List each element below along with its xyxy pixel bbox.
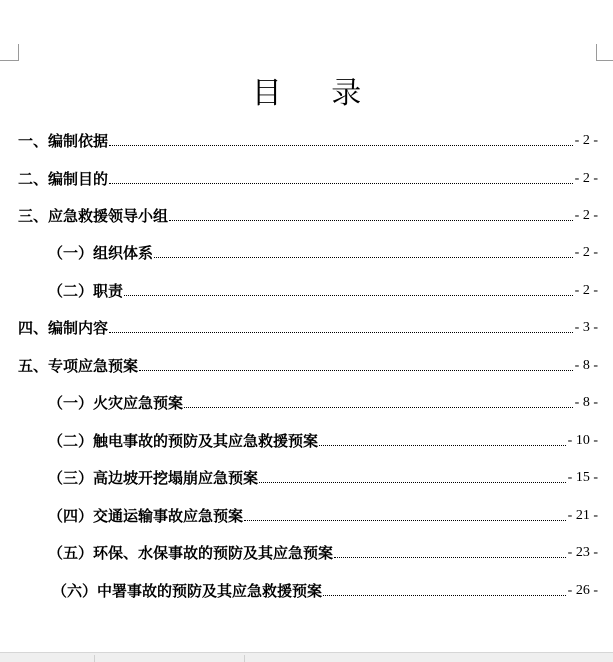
toc-page-number: - 21 - — [567, 508, 598, 523]
crop-mark-top-left — [0, 60, 18, 61]
toc-entry-10[interactable] — [48, 464, 598, 488]
toc-page-number: - 8 - — [574, 358, 598, 373]
toc-page-number: - 26 - — [567, 583, 598, 598]
toc-leader — [109, 144, 573, 146]
toc-entry-5[interactable] — [48, 277, 598, 301]
toc-entry-4[interactable] — [48, 239, 598, 263]
toc-entry-label: （一）火灾应急预案 — [48, 394, 184, 412]
toc-entry-12[interactable] — [48, 539, 598, 563]
crop-mark-top-right — [597, 60, 613, 61]
crop-mark-top-right-vertical — [596, 44, 597, 61]
toc-page-number: - 3 - — [574, 320, 598, 335]
toc-title: 目 录 — [251, 76, 382, 111]
toc-entry-3[interactable] — [18, 202, 598, 226]
toc-leader — [244, 519, 566, 521]
toc-leader — [259, 481, 566, 483]
toc-page-number: - 2 - — [574, 133, 598, 148]
toc-leader — [184, 406, 573, 408]
toc-entry-label: （三）高边坡开挖塌崩应急预案 — [48, 469, 259, 487]
toc-page-number: - 10 - — [567, 433, 598, 448]
toc-entry-label: 五、专项应急预案 — [18, 357, 139, 375]
toc-entry-13[interactable] — [52, 577, 598, 601]
toc-page-number: - 8 - — [574, 395, 598, 410]
toc-entry-label: 一、编制依据 — [18, 132, 109, 150]
crop-mark-top-left-vertical — [18, 44, 19, 61]
toc-entry-label: 四、编制内容 — [18, 319, 109, 337]
toc-entry-label: （五）环保、水保事故的预防及其应急预案 — [48, 544, 334, 562]
toc-entry-label: 三、应急救援领导小组 — [18, 207, 169, 225]
toc-leader — [109, 331, 573, 333]
toc-entry-1[interactable] — [18, 127, 598, 151]
toc-page-number: - 2 - — [574, 245, 598, 260]
toc-entry-6[interactable] — [18, 314, 598, 338]
toc-page-number: - 2 - — [574, 283, 598, 298]
toc-leader — [319, 444, 566, 446]
toc-leader — [124, 294, 573, 296]
toc-entry-11[interactable] — [48, 502, 598, 526]
toc-page-number: - 15 - — [567, 470, 598, 485]
toc-leader — [323, 594, 566, 596]
toc-leader — [109, 182, 573, 184]
toc-entry-2[interactable] — [18, 165, 598, 189]
toc-entry-label: （六）中署事故的预防及其应急救援预案 — [52, 582, 323, 600]
toc-leader — [169, 219, 573, 221]
toc-leader — [139, 369, 573, 371]
toc-entry-label: 二、编制目的 — [18, 170, 109, 188]
toc-entry-9[interactable] — [48, 427, 598, 451]
toc-page-number: - 23 - — [567, 545, 598, 560]
toc-entry-8[interactable] — [48, 389, 598, 413]
toc-entry-label: （二）触电事故的预防及其应急救援预案 — [48, 432, 319, 450]
toc-entry-7[interactable] — [18, 352, 598, 376]
toc-page-number: - 2 - — [574, 171, 598, 186]
toc-leader — [334, 556, 566, 558]
toc-page-number: - 2 - — [574, 208, 598, 223]
toc-entry-label: （一）组织体系 — [48, 244, 154, 262]
toc-leader — [154, 256, 573, 258]
toc-entry-label: （二）职责 — [48, 282, 124, 300]
toc-entry-label: （四）交通运输事故应急预案 — [48, 507, 244, 525]
